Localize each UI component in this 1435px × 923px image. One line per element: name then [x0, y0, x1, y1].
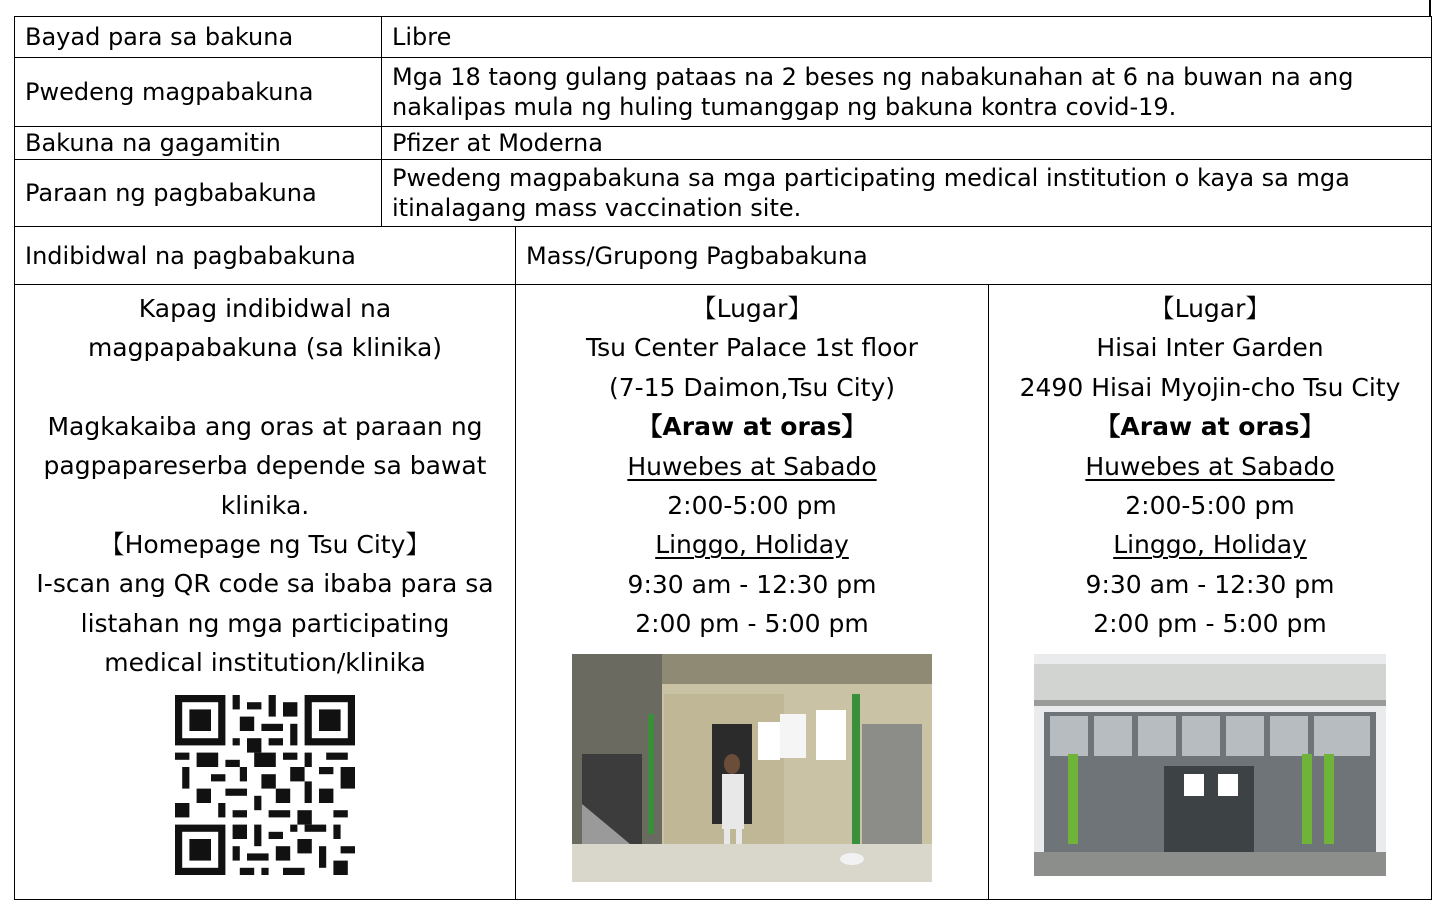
- site-cell-tsu-center: [516, 285, 989, 900]
- place-heading: 【Lugar】: [1149, 294, 1271, 323]
- table-row: [15, 160, 1432, 227]
- individual-line: Magkakaiba ang oras at paraan ng: [47, 411, 483, 441]
- spacer: [25, 368, 505, 407]
- individual-line: magpapabakuna (sa klinika): [87, 333, 443, 363]
- table-row: [15, 127, 1432, 160]
- time-heading: 【Araw at oras】: [1095, 412, 1325, 442]
- individual-line: listahan ng mga participating: [80, 608, 450, 638]
- time-slot: 9:30 am - 12:30 pm: [1085, 569, 1335, 599]
- days-label: Linggo, Holiday: [1113, 530, 1307, 560]
- individual-header: Indibidwal na pagbabakuna: [15, 227, 516, 285]
- site-cell-hisai-inter-garden: [989, 285, 1432, 900]
- mass-header: Mass/Grupong Pagbabakuna: [516, 227, 1432, 285]
- time-slot: 2:00 pm - 5:00 pm: [635, 609, 869, 639]
- row-label: Paraan ng pagbabakuna: [15, 160, 382, 227]
- individual-line: klinika.: [220, 490, 310, 520]
- time-slot: 2:00-5:00 pm: [1125, 491, 1295, 521]
- qr-code-icon[interactable]: [175, 695, 355, 875]
- table-row: [15, 17, 1432, 58]
- time-slot: 2:00 pm - 5:00 pm: [1093, 609, 1327, 639]
- time-slot: 9:30 am - 12:30 pm: [627, 569, 877, 599]
- site-photo-image: [1034, 654, 1386, 876]
- individual-cell: [15, 285, 516, 900]
- days-label: Huwebes at Sabado: [1085, 451, 1335, 481]
- days-label: Huwebes at Sabado: [627, 451, 877, 481]
- row-label: Pwedeng magpabakuna: [15, 58, 382, 127]
- site-address: (7-15 Daimon,Tsu City): [608, 372, 896, 402]
- individual-line: Kapag indibidwal na: [138, 294, 392, 323]
- table-row: [15, 58, 1432, 127]
- table-row: [15, 227, 1432, 285]
- row-label: Bayad para sa bakuna: [15, 17, 382, 58]
- individual-line: pagpapareserba depende sa bawat: [43, 451, 487, 481]
- place-heading: 【Lugar】: [691, 294, 813, 323]
- individual-line: I-scan ang QR code sa ibaba para sa: [36, 569, 494, 599]
- site-address: 2490 Hisai Myojin-cho Tsu City: [1019, 372, 1401, 402]
- row-value: Mga 18 taong gulang pataas na 2 beses ng nabakunahan at 6 na buwan na ang nakalipas mula ng huling tumanggap ng bakuna kontra covid-19.: [382, 58, 1432, 127]
- days-label: Linggo, Holiday: [655, 530, 849, 560]
- vaccination-info-table: [14, 16, 1432, 900]
- top-border-tick: [1429, 0, 1431, 16]
- time-slot: 2:00-5:00 pm: [667, 491, 837, 521]
- site-photo-image: [572, 654, 932, 882]
- row-value: Libre: [382, 17, 1432, 58]
- table-row: [15, 285, 1432, 900]
- row-value: Pfizer at Moderna: [382, 127, 1432, 160]
- time-heading: 【Araw at oras】: [637, 412, 867, 442]
- row-value: Pwedeng magpabakuna sa mga participating medical institution o kaya sa mga itinalagang mass vaccination site.: [382, 160, 1432, 227]
- homepage-heading: 【Homepage ng Tsu City】: [99, 530, 431, 560]
- site-name: Tsu Center Palace 1st floor: [586, 333, 918, 363]
- site-name: Hisai Inter Garden: [1096, 333, 1324, 363]
- row-label: Bakuna na gagamitin: [15, 127, 382, 160]
- individual-line: medical institution/klinika: [104, 648, 426, 678]
